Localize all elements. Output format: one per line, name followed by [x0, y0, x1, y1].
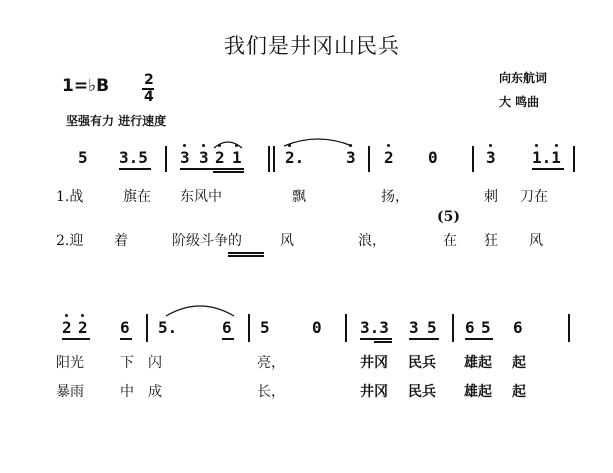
beam [374, 341, 392, 343]
note: 3 [346, 148, 356, 167]
note: 3.3 [360, 318, 389, 337]
song-title: 我们是井冈山民兵 [224, 34, 400, 58]
lyric: 风 [280, 233, 294, 249]
note: 2 [215, 148, 225, 167]
note: 3.5 [119, 148, 148, 167]
octave-dot [489, 144, 492, 147]
lyric: 中成 [120, 384, 176, 400]
lyric: 民兵 [408, 355, 436, 371]
note: 3 [486, 148, 496, 167]
bar-line [568, 314, 570, 342]
note: 5 [427, 318, 437, 337]
lyric: 刀在 [520, 189, 548, 205]
beam [360, 338, 392, 340]
bar-line [273, 146, 275, 172]
note: 0 [428, 148, 438, 167]
beam [119, 168, 151, 170]
time-signature-top: 2 [144, 72, 154, 88]
lyric: 刺 [484, 189, 498, 205]
lyricist-credit: 向东航词 [499, 71, 548, 85]
bar-line [345, 314, 347, 342]
note: 0 [312, 318, 322, 337]
bar-line [146, 314, 148, 342]
octave-dot [202, 144, 205, 147]
lyric: 阶级斗争的 [172, 233, 242, 249]
lyric: 东风中 [180, 189, 222, 205]
note: 5. [158, 318, 178, 337]
underline [228, 252, 264, 254]
beam [409, 338, 439, 340]
note: 2 [62, 318, 72, 337]
beam [465, 338, 493, 340]
tempo-marking: 坚强有力 进行速度 [66, 114, 167, 128]
note: 1 [232, 148, 242, 167]
underline [228, 255, 264, 257]
lyric: 长， [257, 384, 285, 400]
composer-credit: 大 鸣曲 [499, 95, 540, 109]
lyric: 井冈 [360, 384, 388, 400]
lyric: 2.迎 [56, 233, 84, 249]
lyric: 旗在 [123, 189, 151, 205]
key-signature: 1=♭B [62, 76, 110, 96]
octave-dot [183, 144, 186, 147]
note: 6 [465, 318, 475, 337]
bar-line [165, 146, 167, 172]
rehearsal-mark: (5) [437, 209, 460, 225]
time-signature-bottom: 4 [144, 89, 154, 105]
bar-line [248, 314, 250, 342]
note: 3 [180, 148, 190, 167]
octave-dot [235, 144, 238, 147]
note: 3 [199, 148, 209, 167]
lyric: 井冈 [360, 355, 388, 371]
note: 5 [260, 318, 270, 337]
octave-dot [81, 314, 84, 317]
note: 6 [120, 318, 130, 337]
note: 3 [409, 318, 419, 337]
lyric: 暴雨 [56, 384, 84, 400]
lyric: 飘 [292, 189, 306, 205]
lyric: 起 [512, 384, 526, 400]
lyric: 浪， [358, 233, 386, 249]
bar-line [368, 146, 370, 172]
lyric: 下闪 [120, 355, 176, 371]
beam [532, 168, 564, 170]
lyric: 1.战 [56, 189, 84, 205]
note: 2 [384, 148, 394, 167]
lyric: 风 [529, 233, 543, 249]
lyric: 起 [512, 355, 526, 371]
octave-dot [387, 144, 390, 147]
octave-dot [288, 144, 291, 147]
octave-dot [555, 144, 558, 147]
lyric: 扬， [381, 189, 409, 205]
beam [213, 171, 244, 173]
beam [62, 338, 90, 340]
note: 5 [481, 318, 491, 337]
lyric: 在 [443, 233, 457, 249]
note: 6 [513, 318, 523, 337]
beam [180, 168, 244, 170]
bar-line [452, 314, 454, 342]
lyric: 雄起 [464, 384, 492, 400]
octave-dot [218, 144, 221, 147]
octave-dot [349, 144, 352, 147]
lyric: 阳光 [56, 355, 84, 371]
bar-line [268, 146, 270, 172]
beam [120, 338, 132, 340]
octave-dot [65, 314, 68, 317]
note: 2. [285, 148, 305, 167]
lyric: 亮， [257, 355, 285, 371]
bar-line [472, 146, 474, 172]
note: 5 [78, 148, 88, 167]
note: 2 [78, 318, 88, 337]
note: 1.1 [532, 148, 561, 167]
octave-dot [535, 144, 538, 147]
lyric: 着 [114, 233, 128, 249]
note: 6 [222, 318, 232, 337]
lyric: 雄起 [464, 355, 492, 371]
lyric: 民兵 [408, 384, 436, 400]
beam [222, 338, 234, 340]
bar-line [573, 146, 575, 172]
lyric: 狂 [484, 233, 498, 249]
